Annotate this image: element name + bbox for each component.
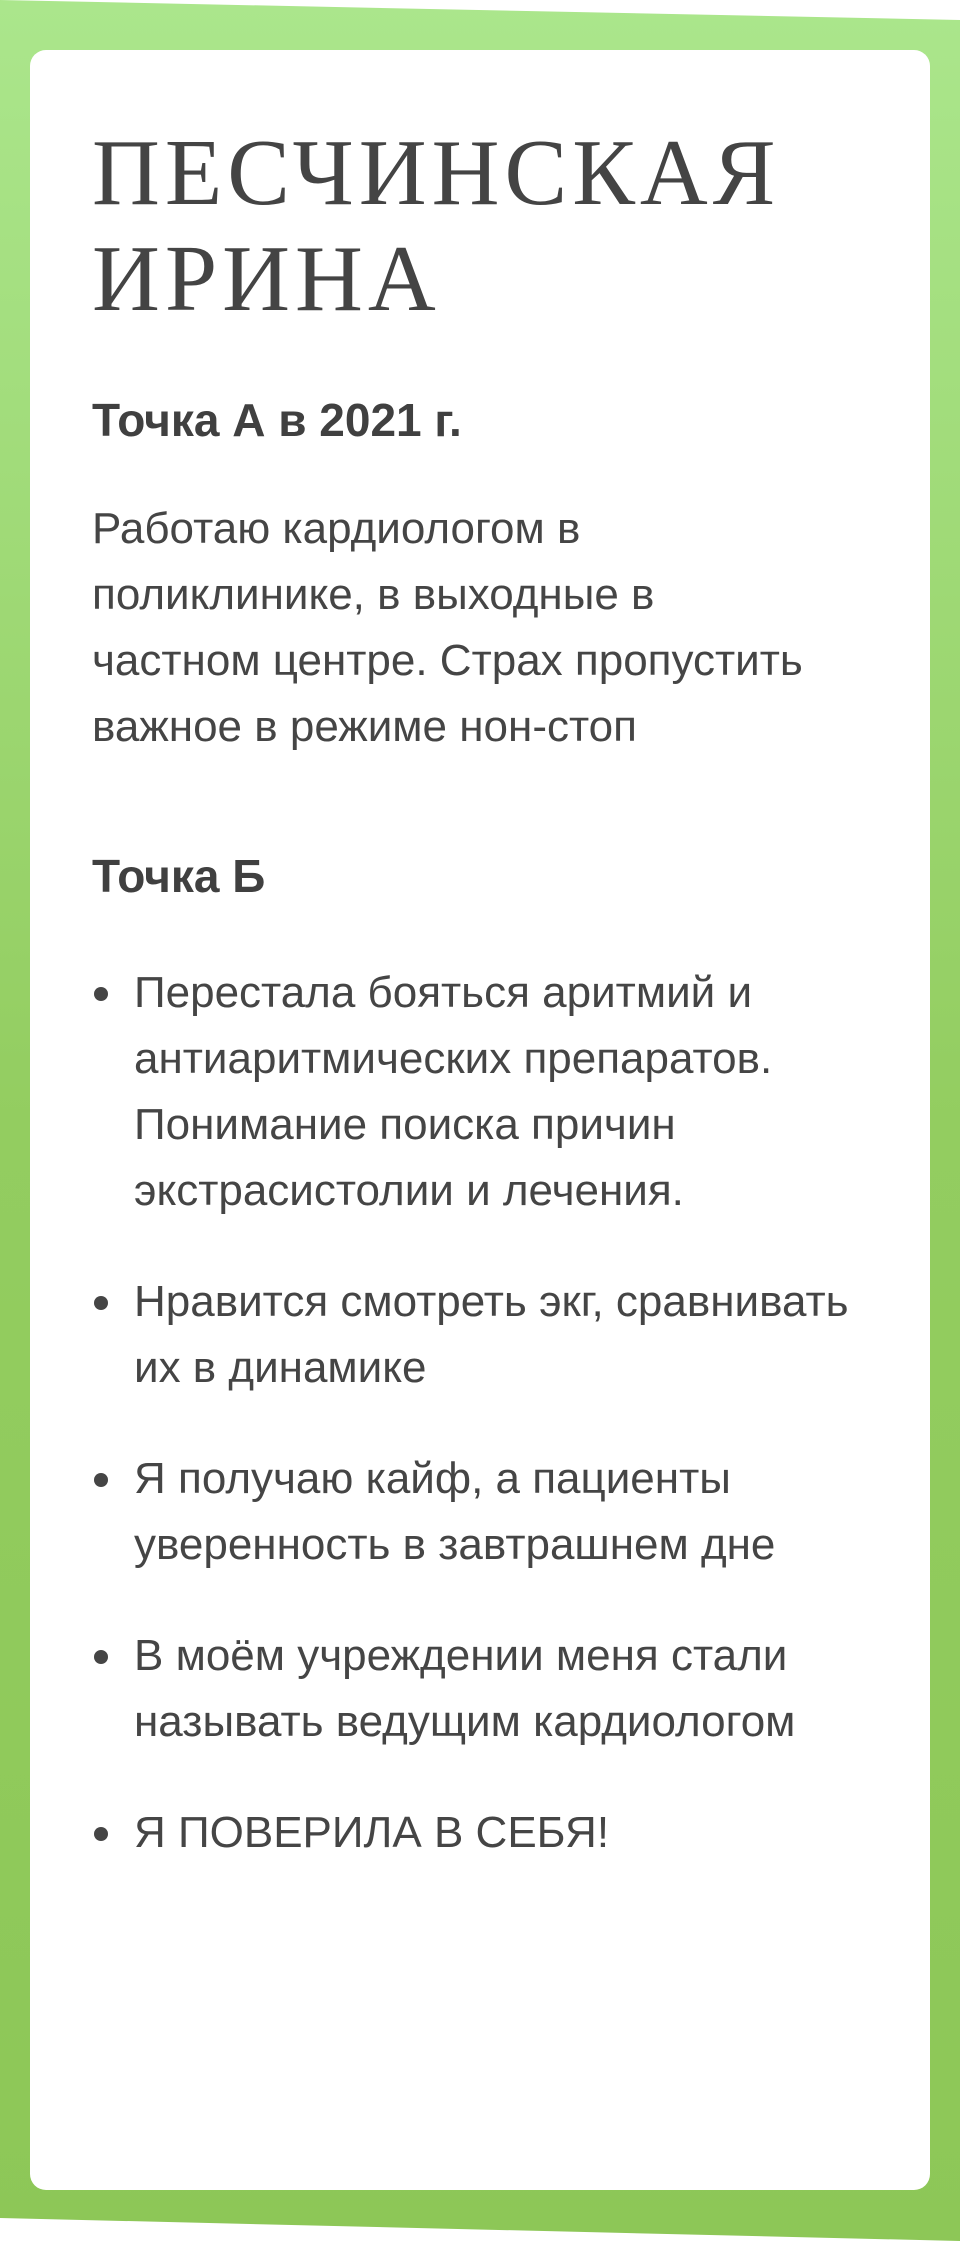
person-name: ПЕСЧИНСКАЯ ИРИНА — [92, 121, 781, 331]
list-item: Перестала бояться аритмий и антиаритмических препаратов. Понимание поиска причин экстрасистолии и лечения. — [92, 960, 870, 1224]
list-item: Нравится смотреть экг, сравнивать их в динамике — [92, 1269, 870, 1401]
testimonial-card — [30, 50, 930, 2190]
list-item: В моём учреждении меня стали называть ведущим кардиологом — [92, 1623, 870, 1755]
list-item: Я ПОВЕРИЛА В СЕБЯ! — [92, 1800, 870, 1866]
list-item: Я получаю кайф, а пациенты уверенность в завтрашнем дне — [92, 1446, 870, 1578]
point-a-text: Работаю кардиологом в поликлинике, в выходные в частном центре. Страх пропустить важное в режиме нон-стоп — [92, 504, 803, 751]
point-b-title: Точка Б — [92, 850, 266, 902]
point-a-title: Точка А в 2021 г. — [92, 394, 462, 446]
point-b-list — [92, 960, 870, 1866]
